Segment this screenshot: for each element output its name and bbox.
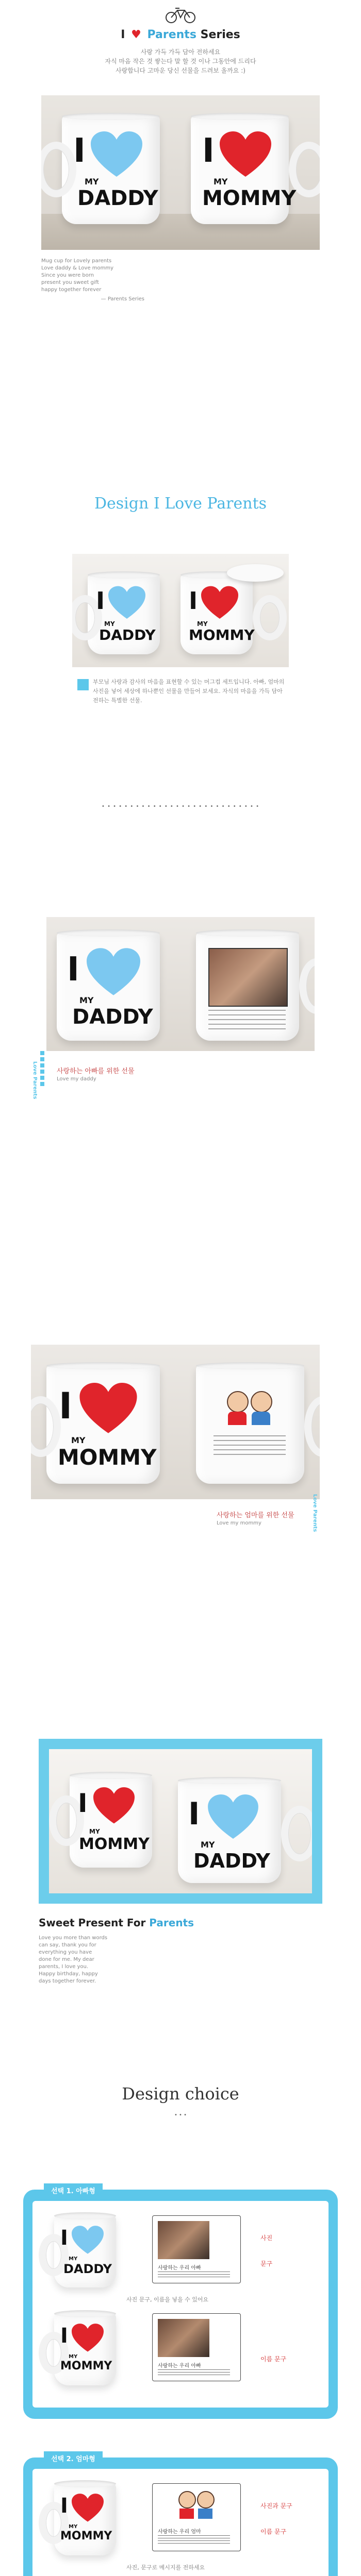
red-heart-icon (79, 1383, 137, 1434)
red-heart-icon (201, 586, 238, 620)
family-photo (208, 948, 288, 1007)
caption-daddy: 사랑하는 아빠를 위한 선물 (57, 1067, 135, 1075)
option-label: 사진과 문구 (260, 2502, 292, 2510)
sweet-text: Love you more than words can say, thank you for everything you have done for me. My dear parents, I love you. Happy birthday, happy days together forever. (39, 1935, 108, 1984)
blue-heart-icon (72, 2226, 104, 2255)
photo-card: 사랑하는 우리 엄마 (152, 2483, 241, 2551)
side-label: Love Parents (32, 1061, 38, 1099)
mommy-mug: I MY MOMMY (46, 1365, 160, 1484)
option-label: 문구 (260, 2260, 273, 2267)
red-heart-icon (72, 2494, 104, 2522)
option-tag: 선택 1. 아빠형 (44, 2183, 103, 2197)
blue-bars-icon (40, 1051, 44, 1087)
choice-option-1 (23, 2190, 338, 2419)
daddy-mug: I MY DADDY (88, 574, 160, 654)
option-note: 사진 문구, 이름을 넣을 수 있어요 (126, 2296, 209, 2303)
caption-daddy-sub: Love my daddy (57, 1076, 96, 1082)
daddy-mug (62, 116, 160, 224)
option-label: 이름 문구 (260, 2355, 287, 2363)
mommy-mug (191, 116, 297, 224)
label-my: MY (214, 177, 228, 187)
hero-photo (41, 95, 320, 250)
choice-title: Design choice (122, 2084, 239, 2104)
sweet-title: Sweet Present For Parents (39, 1917, 194, 1929)
option-tag: 선택 2. 엄마형 (44, 2451, 103, 2465)
heart-icon: ♥ (131, 28, 141, 41)
couple-illustration (227, 1386, 273, 1427)
subtitle-line: 자식 마음 작은 것 쌓는다 말 할 것 이나 그동안에 드리다 (105, 58, 256, 65)
caption-mommy-sub: Love my mommy (217, 1520, 261, 1526)
label-mommy: MOMMY (202, 187, 297, 210)
subtitle-line: 사랑 가득 가득 담아 전하세요 (140, 48, 221, 56)
mommy-mug: I MY MOMMY (180, 574, 253, 654)
letter-i: I (202, 132, 215, 170)
red-heart-icon (220, 131, 271, 178)
design-description: 부모님 사랑과 감사의 마음을 표현할 수 있는 머그컵 세트입니다. 아빠, 엄마의 사진을 넣어 세상에 하나뿐인 선물을 만들어 보세요. 자식의 마음을 가득 담아 전하는 특별한 선물. (93, 679, 285, 704)
hero-caption: Mug cup for Lovely parents Love daddy & Love mommy Since you were born present you sweet gift happy together forever — Parents Series (41, 258, 144, 302)
mug-lid (227, 564, 284, 582)
option-note: 사진, 문구로 메시지를 전하세요 (126, 2564, 205, 2571)
daddy-mug: I MY DADDY (57, 933, 160, 1041)
daddy-closeup-photo (46, 917, 315, 1051)
label-my: MY (85, 177, 99, 187)
photo-mug (196, 933, 299, 1041)
blue-heart-icon (208, 1794, 258, 1840)
photo-card: 사랑하는 우리 아빠 (152, 2313, 241, 2381)
caption-mommy: 사랑하는 엄마를 위한 선물 (217, 1512, 294, 1519)
red-heart-icon (93, 1787, 135, 1824)
mommy-mug: I MY MOMMY (54, 2313, 116, 2385)
sweet-frame (39, 1739, 322, 1904)
letter-i: I (73, 132, 86, 170)
blue-heart-icon (108, 586, 145, 620)
blue-heart-icon (91, 131, 142, 178)
photo-text-lines (214, 1435, 286, 1456)
header (0, 0, 361, 82)
choice-option-2 (23, 2455, 338, 2576)
mommy-mug: I MY MOMMY (54, 2483, 116, 2555)
mommy-mug: I MY MOMMY (70, 1775, 152, 1868)
daddy-mug: I MY DADDY (54, 2215, 116, 2287)
photo-text-lines (208, 1010, 286, 1030)
daddy-mug: I MY DADDY (178, 1780, 281, 1883)
label-daddy: DADDY (77, 187, 158, 210)
choice-dots: • • • (174, 2112, 187, 2118)
option-label: 이름 문구 (260, 2528, 287, 2535)
subtitle-line: 사랑합니다 고마운 당신 선물을 드려보 올까요 :) (116, 67, 245, 74)
red-heart-icon (72, 2324, 104, 2352)
section-title: Design I Love Parents (94, 495, 267, 513)
bicycle-icon (164, 5, 197, 24)
blue-heart-icon (87, 948, 140, 996)
photo-card: 사랑하는 우리 아빠 (152, 2215, 241, 2283)
design-photo (72, 554, 289, 667)
mommy-closeup-photo (31, 1345, 320, 1499)
option-label: 사진 (260, 2234, 273, 2242)
cartoon-mug (196, 1365, 304, 1484)
dots-divider: • • • • • • • • • • • • • • • • • • • • • • • • • • • • (102, 804, 259, 809)
blue-square-icon (77, 679, 89, 690)
page-title: I ♥ Parents Series (121, 28, 240, 41)
side-label: Love Parents (312, 1494, 318, 1532)
